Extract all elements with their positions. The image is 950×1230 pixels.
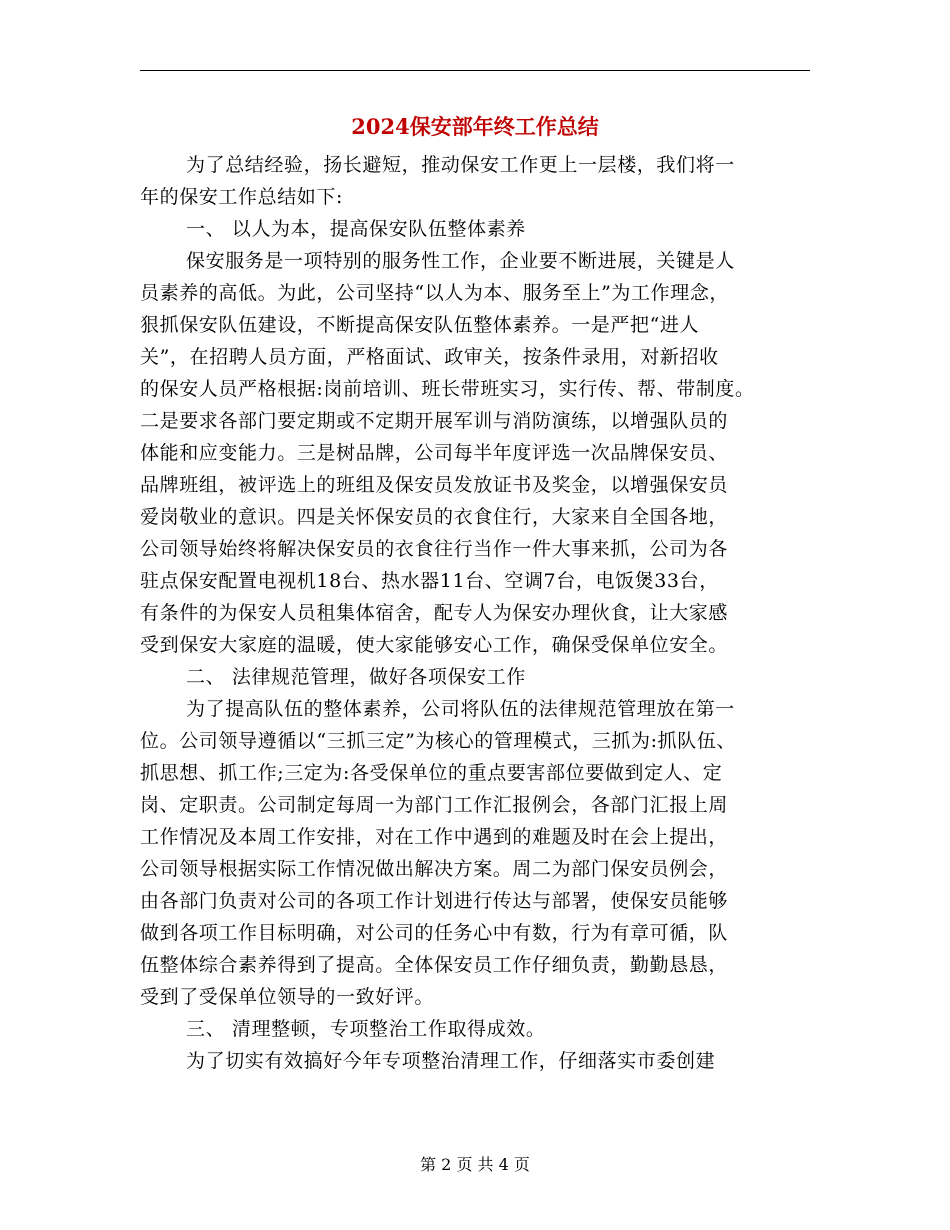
paragraph-line: 关”，在招聘人员方面，严格面试、政审关，按条件录用，对新招收	[140, 346, 719, 368]
paragraph-line: 受到保安大家庭的温暖，使大家能够安心工作，确保受保单位安全。	[140, 634, 729, 656]
paragraph-line: 位。公司领导遵循以“三抓三定”为核心的管理模式，三抓为:抓队伍、	[140, 730, 737, 752]
paragraph-line: 的保安人员严格根据:岗前培训、班长带班实习，实行传、帮、带制度。	[140, 378, 755, 400]
section-heading-2: 二、 法律规范管理，做好各项保安工作	[186, 666, 526, 688]
paragraph-line: 驻点保安配置电视机18台、热水器11台、空调7台，电饭煲33台，	[140, 570, 719, 592]
paragraph-line: 体能和应变能力。三是树品牌，公司每半年度评选一次品牌保安员、	[140, 442, 729, 464]
paragraph-line: 做到各项工作目标明确，对公司的任务心中有数，行为有章可循，队	[140, 922, 729, 944]
paragraph-line: 岗、定职责。公司制定每周一为部门工作汇报例会，各部门汇报上周	[140, 794, 729, 816]
paragraph-line: 二是要求各部门要定期或不定期开展军训与消防演练，以增强队员的	[140, 410, 729, 432]
section-heading-1: 一、 以人为本，提高保安队伍整体素养	[186, 218, 526, 240]
paragraph-line: 抓思想、抓工作;三定为:各受保单位的重点要害部位要做到定人、定	[140, 762, 723, 784]
paragraph-line: 品牌班组，被评选上的班组及保安员发放证书及奖金，以增强保安员	[140, 474, 729, 496]
paragraph-line: 保安服务是一项特别的服务性工作，企业要不断进展，关键是人	[186, 250, 735, 272]
paragraph-line: 狠抓保安队伍建设，不断提高保安队伍整体素养。一是严把“进人	[140, 314, 700, 336]
paragraph-line: 公司领导始终将解决保安员的衣食往行当作一件大事来抓，公司为各	[140, 538, 729, 560]
header-rule	[140, 70, 810, 71]
paragraph-line: 爱岗敬业的意识。四是关怀保安员的衣食住行，大家来自全国各地，	[140, 506, 729, 528]
intro-line-1: 为了总结经验，扬长避短，推动保安工作更上一层楼，我们将一	[186, 154, 735, 176]
section-heading-3: 三、 清理整顿，专项整治工作取得成效。	[186, 1018, 546, 1040]
paragraph-line: 由各部门负责对公司的各项工作计划进行传达与部署，使保安员能够	[140, 890, 729, 912]
page-number: 第 2 页 共 4 页	[420, 1155, 530, 1174]
paragraph-line: 伍整体综合素养得到了提高。全体保安员工作仔细负责，勤勤恳恳，	[140, 954, 729, 976]
paragraph-line: 受到了受保单位领导的一致好评。	[140, 986, 435, 1008]
paragraph-line: 有条件的为保安人员租集体宿舍，配专人为保安办理伙食，让大家感	[140, 602, 729, 624]
paragraph-line: 公司领导根据实际工作情况做出解决方案。周二为部门保安员例会，	[140, 858, 729, 880]
paragraph-line: 为了切实有效搞好今年专项整治清理工作，仔细落实市委创建	[186, 1050, 716, 1072]
intro-line-2: 年的保安工作总结如下:	[140, 186, 344, 208]
document-title: 2024保安部年终工作总结	[351, 114, 599, 139]
paragraph-line: 为了提高队伍的整体素养，公司将队伍的法律规范管理放在第一	[186, 698, 735, 720]
paragraph-line: 工作情况及本周工作安排，对在工作中遇到的难题及时在会上提出，	[140, 826, 729, 848]
paragraph-line: 员素养的高低。为此，公司坚持“以人为本、服务至上”为工作理念，	[140, 282, 730, 304]
